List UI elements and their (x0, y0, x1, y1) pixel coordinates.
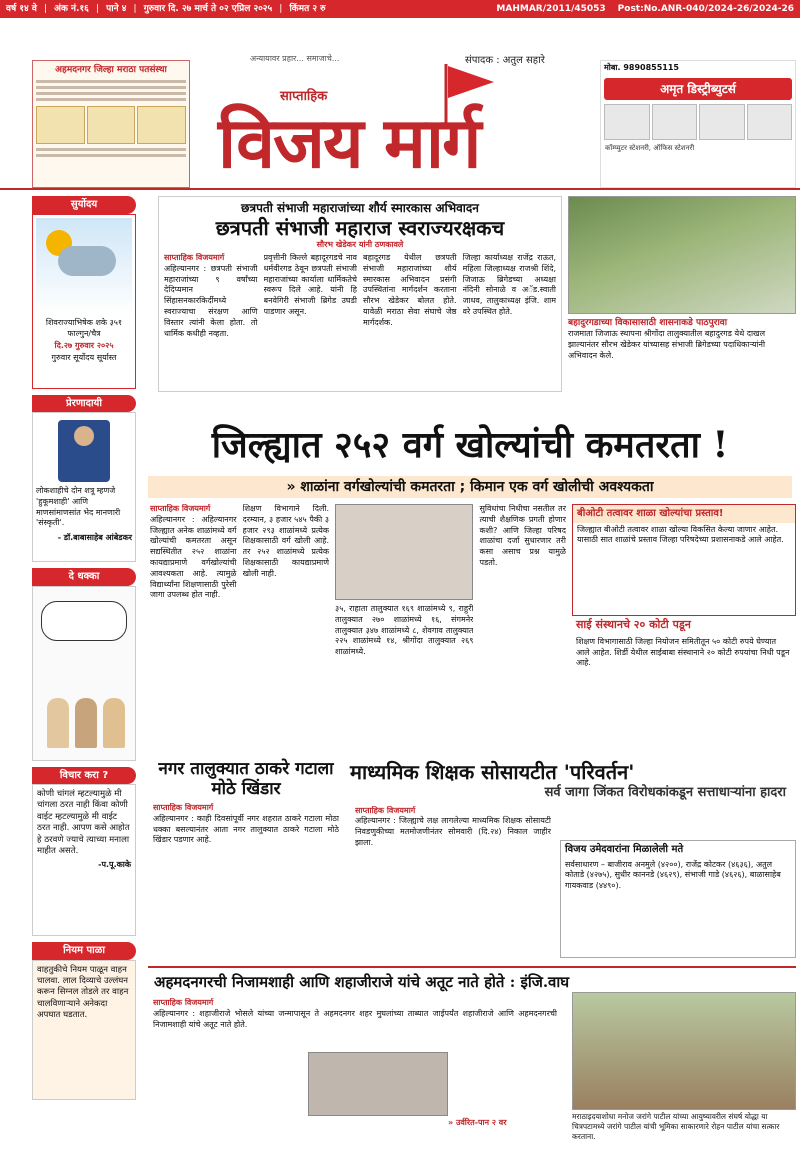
story2-col2: शिक्षण विभागाने दिली. दरम्यान, ३ हजार ५४५ पैकी ३ हजार २९३ शाळांमध्ये प्रत्येक शिक्षकासाठी वर्ग खोली आहे. तर २५२ शाळांमध्ये प्रत्येक शिक्षकासाठी कायद्याप्रमाणे खोली नाही. (242, 504, 330, 578)
story5-headline: अहमदनगरची निजामशाही आणि शहाजीराजे यांचे अतूट नाते होते : इंजि.वाघ (154, 973, 570, 991)
top-info-strip: वर्ष १४ वे | अंक नं.१६ | पाने ४ | गुरुवार दि. २७ मार्च ते ०२ एप्रिल २०२५ | किंमत २ रु MAHMAR/2011/45053 Post:No.ANR-040/2024-26/2024-26 (0, 0, 800, 18)
story1-body (159, 251, 561, 341)
main-subheadline: » शाळांना वर्गखोल्यांची कमतरता ; किमान एक वर्ग खोलीची अवश्यकता (148, 476, 792, 498)
story1-col4: जिल्हा कार्याध्यक्ष राजेंद्र राऊत, महिला जिल्हाध्यक्ष राजश्री शिंदे, जिजाऊ ब्रिगेडच्या अध्यक्षा नंदिनी सोनाळे व अॅड.स्वाती जाधव, तालुकाध्यक्ष इंजि. शाम वरे उपस्थित होते. (462, 252, 556, 316)
rules-text: वाहतुकीचे नियम पाळून वाहन चालवा. लाल दिव्याचे उल्लंघन करून सिग्नल तोडले तर वाहन चालविणाऱ्याने अनेकदा अपघात घडतात. (37, 964, 129, 1021)
statue-photo (308, 1052, 448, 1116)
main-headline: जिल्ह्यात २५२ वर्ग खोल्यांची कमतरता ! (211, 424, 729, 466)
story3-text: अहिल्यानगर : काही दिवसांपूर्वी नगर शहरात ठाकरे गटाला मोठा धक्का बसल्यानंतर आता नगर तालुक्यात ठाकरे गटाला मोठे खिंडार पडणार आहे. (153, 813, 339, 845)
story1-kicker: छत्रपती संभाजी महाराजांच्या शौर्य स्मारकास अभिवादन (241, 201, 479, 215)
issue-label: अंक नं.१६ (54, 3, 89, 14)
left-advertisement (32, 60, 190, 188)
thought-text: कोणी चांगलं म्हटल्यामुळे मी चांगला ठरत नाही किंवा कोणी वाईट म्हटल्यामुळे मी वाईट ठरत नाही. आपण कसे आहोत हे ठरवणे ज्याचे त्याच्या मनाला माहीत असते. (37, 789, 130, 857)
continued-marker: » उर्वरित-पान २ वर (448, 1118, 507, 1127)
story4-headline: माध्यमिक शिक्षक सोसायटीत 'परिवर्तन' (350, 760, 635, 784)
quote-author: - डॉ.बाबासाहेब आंबेडकर (57, 533, 132, 543)
classroom-photo (335, 504, 473, 600)
masthead (0, 20, 800, 190)
story1-byline: सौरभ खेडेकर यांनी ठणकावले (316, 240, 404, 250)
photo-caption-heading: बहादुरगडाच्या विकासासाठी शासनाकडे पाठपुरावा (568, 318, 728, 328)
price-label: किंमत २ रु (289, 3, 326, 14)
advertiser-details: कॉम्प्युटर स्टेशनरी, ऑफिस स्टेशनरी (605, 143, 695, 152)
postal-number: Post:No.ANR-040/2024-26/2024-26 (617, 3, 794, 14)
thought-author: -प.पू.काके (98, 859, 131, 869)
bot-proposal-text: जिल्ह्यात बीओटी तत्वावर शाळा खोल्या विकसित केल्या जाणार आहेत. यासाठी सात शाळांचे प्रस्ताव जिल्हा परिषदेच्या प्रशासनाकडे आले आहेत. (577, 524, 784, 545)
year-label: वर्ष १४ वे (6, 3, 37, 14)
sai-sansthan-text: शिक्षण विभागासाठी जिल्हा नियोजन समितीतून ५० कोटी रुपये घेण्यात आले आहेत. शिर्डी येथील साईबाबा संस्थानाने २० कोटी रुपयांचा निधी पडून आहे. (576, 636, 790, 668)
day-date-text: दि.२७ गुरुवार २०२५ (54, 341, 114, 351)
story2-col3: ३५, राहाता तालुक्यात १६९ शाळांमध्ये ९, राहुरी तालुक्यात २७० शाळांमध्ये १६, संगमनेर तालुक्यात ३४७ शाळांमध्ये ८, शेवगाव तालुक्यात २२५ शाळांमध्ये १४, श्रीगोंदा तालुक्यात २६९ शाळांमध्ये. (335, 604, 474, 657)
tagline: अन्यायावर प्रहार... समाजाचे... (250, 54, 340, 63)
advertiser-name: अहमदनगर जिल्हा मराठा पतसंस्था (55, 65, 167, 75)
shake-text: शिवराज्याभिषेक शके ३५१ (45, 317, 123, 327)
story1-col2: प्रवृत्तीनी किल्ले बहादूरगडचे नाव धर्मवीरगड ठेवून छत्रपती संभाजी महाराजांच्या कार्याला धार्मिकतेचे स्वरूप दिले आहे. यांनी हि बनवेगिरी संभाजी ब्रिगेड उघडी पाडणार असून. (263, 252, 357, 316)
story2-desk: साप्ताहिक विजयमार्ग (150, 504, 211, 513)
story5-text: अहिल्यानगर : शहाजीराजे भोसले यांच्या जन्मापासून ते अहमदनगर शहर मुघलांच्या ताब्यात जाईपर्यंत शहाजीराजे आणि अहमदनगरची निजामशाही यांचे अतूट नाते होते. (153, 1009, 557, 1029)
rules-heading: नियम पाळा (32, 942, 136, 960)
date-label: गुरुवार दि. २७ मार्च ते ०२ एप्रिल २०२५ (143, 3, 273, 14)
story-classrooms (148, 504, 568, 754)
rules-box (32, 960, 136, 1100)
story2-col4: सुविधांचा निधीचा नसतील तर त्याची शैक्षणिक प्रगती होणार कशी? आणि जिल्हा परिषद शाळांचा दर्जा सुधारणार तरी कसा असाच प्रश्न यामुळे पडतो. (479, 504, 566, 567)
main-content (144, 196, 796, 1142)
bot-proposal-heading: बीओटी तत्वावर शाळा खोल्यांचा प्रस्ताव! (573, 505, 795, 523)
sun-text: गुरुवार सूर्योदय सूर्यास्त (51, 352, 117, 362)
story4-text: अहिल्यानगर : जिल्ह्याचे लक्ष लागलेल्या माध्यमिक शिक्षक सोसायटी निवडणुकीच्या मतमोजणीनंतर सोमवारी (दि.२४) निकाल जाहीर झाला. (355, 816, 551, 847)
newspaper-brand: विजय मार्ग (218, 101, 480, 184)
story1-col3: बहादूरगड येथील छत्रपती संभाजी महाराजांच्या शौर्य स्मारकास अभिवादन प्रसंगी उपस्थितांना मार्गदर्शन करताना सौरभ खेडेकर बोलत होते. यावेळी मराठा सेवा संघाचे जेष्ठ मार्गदर्शक. (363, 252, 457, 327)
story4-desk: साप्ताहिक विजयमार्ग (355, 805, 416, 815)
story4-subheadline: सर्व जागा जिंकत विरोधकांकडून सत्ताधाऱ्यांना हादरा (544, 785, 786, 800)
story1-photo-block (568, 196, 796, 392)
story2-col1: अहिल्यानगर : अहिल्यानगर जिल्ह्यात अनेक शाळांमध्ये वर्ग खोल्यांची कमतरता असून सद्यस्थितीत २५२ शाळांना कायद्याप्रमाणे वर्गखोल्यांची आवश्यकता आहे. त्यामुळे विद्यार्थ्यांना शिक्षणासाठी पुरेसी जागा उपलब्ध होत नाही. (150, 514, 237, 600)
newspaper-title (200, 48, 580, 188)
felicitation-photo (572, 992, 796, 1110)
panchang-box (32, 214, 136, 389)
editor-name: संपादक : अतुल सहारे (465, 55, 545, 66)
right-advertisement (600, 60, 796, 188)
advertiser-mobile: मोबा. 9890855115 (601, 61, 795, 76)
results-box (560, 840, 796, 958)
felicitation-caption: मराठाइदयाशोधा मनोज जरांगे पाटील यांच्या आयुष्यावरील संघर्ष योद्धा या चित्रपटामध्ये जरांगे पाटील यांची भूमिका साकारणारे रोहन पाटील यांचा सत्कार करताना. (572, 1112, 780, 1142)
story5-desk: साप्ताहिक विजयमार्ग (153, 998, 214, 1008)
results-heading: विजय उमेदवारांना मिळालेली मते (565, 844, 684, 855)
story-nizamshahi (148, 966, 796, 1142)
month-text: फाल्गुन/चैत्र (67, 329, 101, 339)
thought-heading: विचार करा ? (32, 767, 136, 785)
advertiser-shop: अमृत डिस्ट्रीब्युटर्स (604, 78, 792, 100)
story1-headline: छत्रपती संभाजी महाराज स्वराज्यरक्षकच (215, 216, 505, 241)
bot-proposal-box (572, 504, 796, 616)
story3-headline: नगर तालुक्यात ठाकरे गटाला मोठे खिंडार (158, 759, 334, 799)
story-teachers-society (350, 760, 796, 960)
ambedkar-portrait (58, 420, 110, 482)
left-sidebar (32, 196, 136, 1142)
sai-sansthan-box (572, 616, 796, 756)
group-photo (568, 196, 796, 314)
panchang-heading: सुर्योदय (32, 196, 136, 214)
cartoon-illustration (32, 586, 136, 761)
photo-caption: राजमाता जिजाऊ स्थापना श्रीगोंदा तालुक्यातील बहादुरगड येथे दाखल झाल्यानंतर सौरभ खेडेकर यांच्यासह संभाजी ब्रिगेडच्या पदाधिकाऱ्यांनी अभिवादन केले. (568, 329, 766, 360)
registration-number: MAHMAR/2011/45053 (496, 3, 606, 14)
story-sambhaji-maharaj (158, 196, 562, 392)
story-thackeray-group (148, 760, 344, 930)
weekly-label: साप्ताहिक (280, 89, 328, 104)
story1-desk: साप्ताहिक विजयमार्ग (164, 252, 225, 262)
story3-desk: साप्ताहिक विजयमार्ग (153, 803, 214, 813)
quote-text: लोकशाहीचे दोन शत्रू म्हणजे 'हुकूमशाही' आणि माणसांमाणसांत भेद मानणारी 'संस्कृती'. (36, 486, 121, 528)
thought-box (32, 784, 136, 936)
pages-label: पाने ४ (106, 3, 127, 14)
quote-box (32, 412, 136, 562)
weather-illustration (36, 218, 132, 314)
sai-sansthan-heading: साई संस्थानचे २० कोटी पडून (576, 618, 691, 631)
story1-col1: अहिल्यानगर : छत्रपती संभाजी महाराजांच्या ९ वर्षांच्या देदिप्यमान सिंहासनकारकिर्दीमध्ये स्वराज्याचा संरक्षण आणि विस्तार त्यांनी केला होता. तो धार्मिक कधीही नव्हता. (164, 263, 258, 338)
quote-heading: प्रेरणादायी (32, 395, 136, 413)
cartoon-heading: दे धक्का (32, 568, 136, 586)
results-text: सर्वसाधारण – बाजीराव अनमुले (४२००), राजेंद्र कोटकर (४६३६), अतुल कोताडे (४२७५), सुधीर काननडे (४६२९), संभाजी गाडे (४६२६), बाळासाहेब गायकवाड (४४९०). (565, 859, 781, 891)
